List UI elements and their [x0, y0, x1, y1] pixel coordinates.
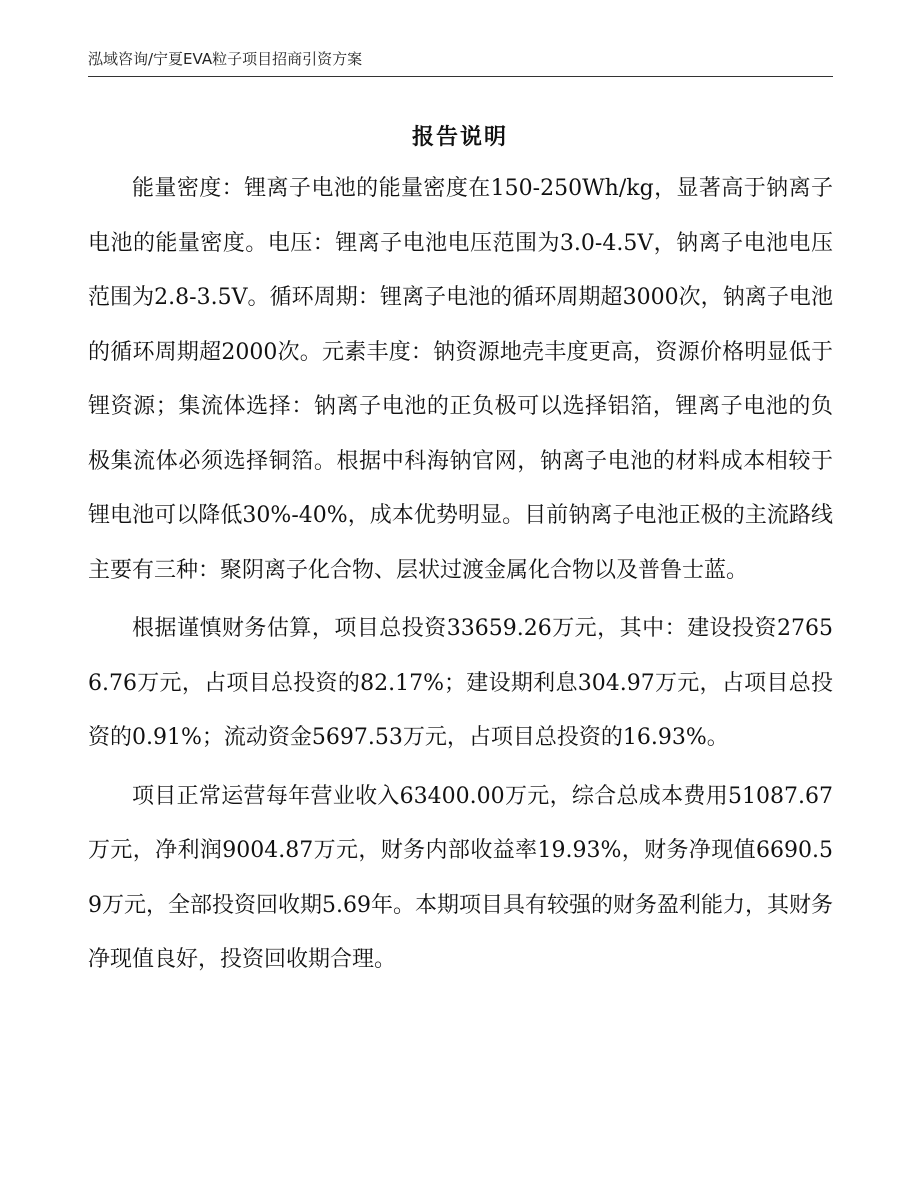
running-header: 泓域咨询/宁夏EVA粒子项目招商引资方案: [88, 50, 363, 68]
paragraph-revenue: 项目正常运营每年营业收入63400.00万元，综合总成本费用51087.67万元，净利润9004.87万元，财务内部收益率19.93%，财务净现值6690.59万元，全部投资回收期5.69年。本期项目具有较强的财务盈利能力，其财务净现值良好，投资回收期合理。: [88, 783, 833, 972]
paragraph-energy-density: 能量密度：锂离子电池的能量密度在150-250Wh/kg，显著高于钠离子电池的能量密度。电压：锂离子电池电压范围为3.0-4.5V，钠离子电池电压范围为2.8-3.5V。循环周期：锂离子电池的循环周期超3000次，钠离子电池的循环周期超2000次。元素丰度：钠资源地壳丰度更高，资源价格明显低于锂资源；集流体选择：钠离子电池的正负极可以选择铝箔，锂离子电池的负极集流体必须选择铜箔。根据中科海钠官网，钠离子电池的材料成本相较于锂电池可以降低30%-40%，成本优势明显。目前钠离子电池正极的主流路线主要有三种：聚阴离子化合物、层状过渡金属化合物以及普鲁士蓝。: [88, 176, 833, 583]
header-divider: [88, 76, 833, 77]
paragraph-investment: 根据谨慎财务估算，项目总投资33659.26万元，其中：建设投资27656.76万元，占项目总投资的82.17%；建设期利息304.97万元，占项目总投资的0.91%；流动资金5697.53万元，占项目总投资的16.93%。: [88, 616, 833, 750]
report-body: [88, 162, 833, 988]
page-title: 报告说明: [411, 125, 508, 150]
